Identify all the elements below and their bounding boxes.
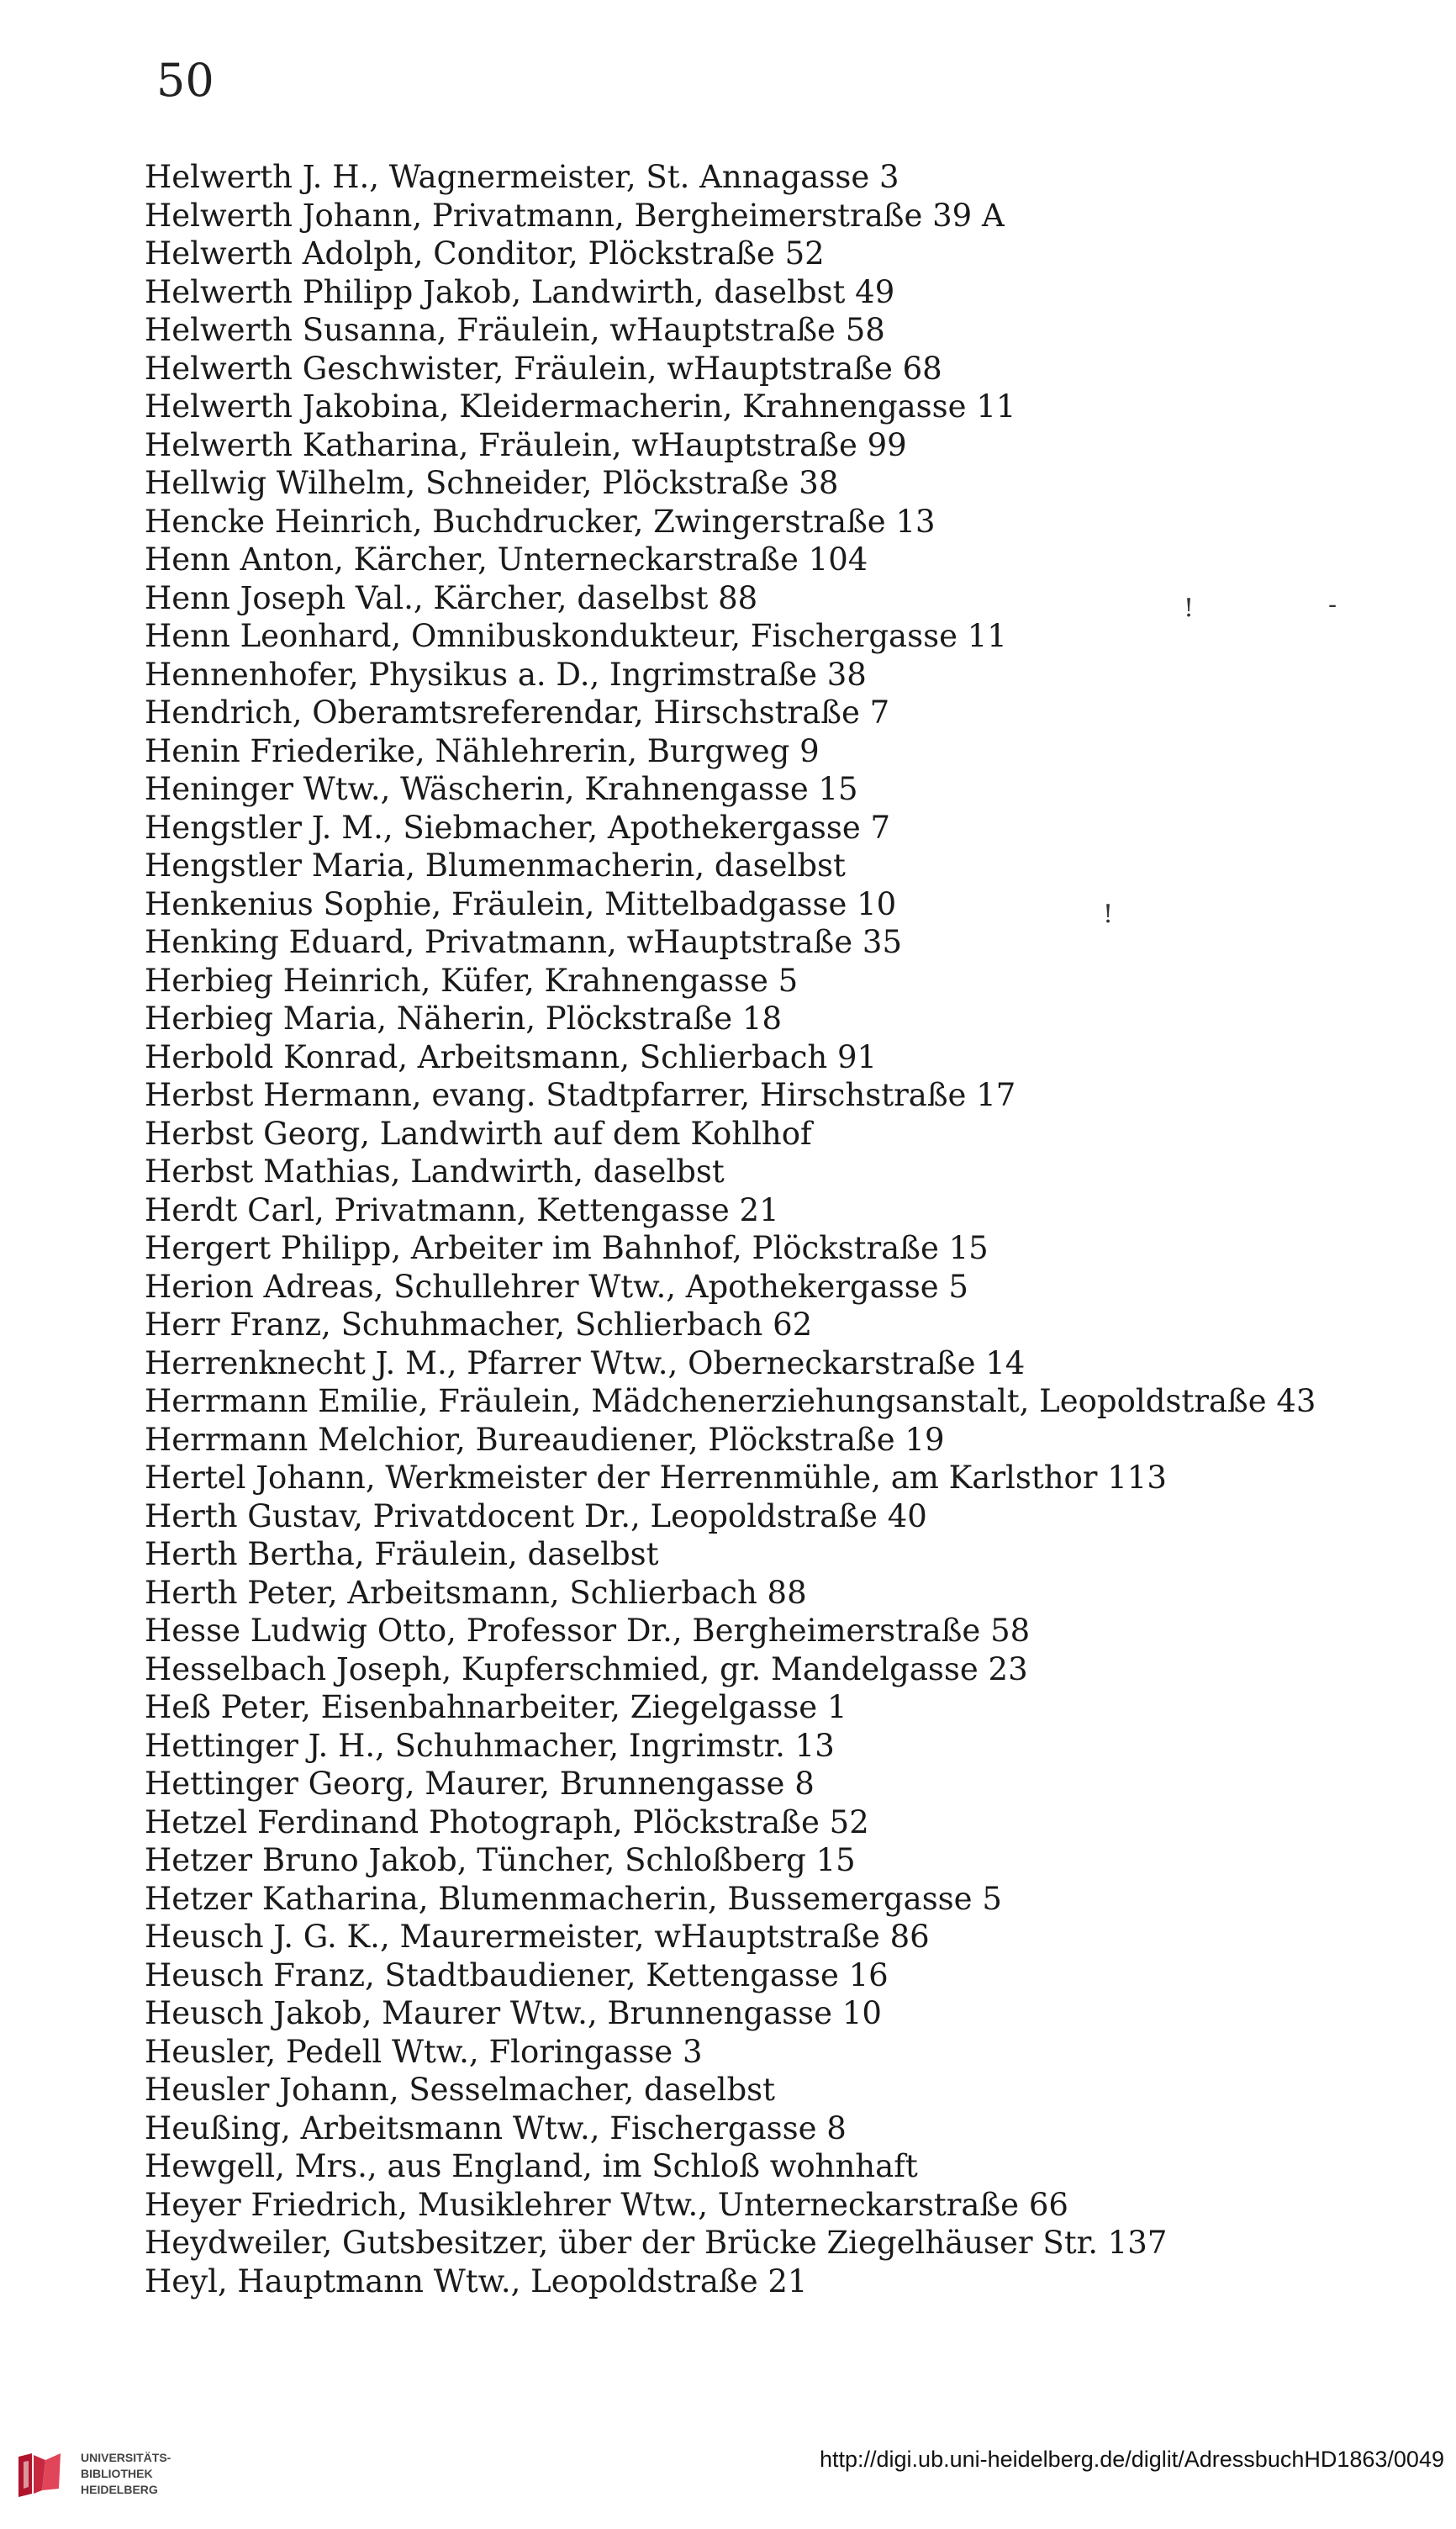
directory-entry: Heyer Friedrich, Musiklehrer Wtw., Unterneckarstraße 66 xyxy=(145,2186,1068,2223)
directory-entry: Heydweiler, Gutsbesitzer, über der Brücke Ziegelhäuser Str. 137 xyxy=(145,2225,1168,2261)
directory-entry: Hennenhofer, Physikus a. D., Ingrimstraße 38 xyxy=(145,656,867,693)
directory-entry: Herbieg Heinrich, Küfer, Krahnengasse 5 xyxy=(145,962,799,999)
directory-entry: Helwerth Susanna, Fräulein, wHauptstraße 58 xyxy=(145,312,885,348)
directory-entry: Herbst Hermann, evang. Stadtpfarrer, Hirschstraße 17 xyxy=(145,1077,1016,1113)
directory-entry: Hengstler J. M., Siebmacher, Apothekergasse 7 xyxy=(145,809,891,846)
directory-entry: Heusch Franz, Stadtbaudiener, Kettengasse 16 xyxy=(145,1956,889,1993)
directory-entry: Heusler, Pedell Wtw., Floringasse 3 xyxy=(145,2033,703,2070)
directory-entry: Helwerth Katharina, Fräulein, wHauptstraße 99 xyxy=(145,426,907,463)
directory-entry: Henn Leonhard, Omnibuskondukteur, Fischergasse 11 xyxy=(145,618,1007,654)
page-number: 50 xyxy=(156,54,214,107)
directory-entry: Herr Franz, Schuhmacher, Schlierbach 62 xyxy=(145,1307,813,1343)
directory-entry: Hetzel Ferdinand Photograph, Plöckstraße 52 xyxy=(145,1803,869,1840)
directory-entry: Herth Bertha, Fräulein, daselbst xyxy=(145,1536,659,1572)
directory-entry: Henking Eduard, Privatmann, wHauptstraße 35 xyxy=(145,924,903,960)
directory-entry: Herbieg Maria, Näherin, Plöckstraße 18 xyxy=(145,1001,782,1037)
directory-entry: Henkenius Sophie, Fräulein, Mittelbadgasse 10 xyxy=(145,885,897,922)
directory-entry: Henin Friederike, Nählehrerin, Burgweg 9 xyxy=(145,732,820,769)
directory-entry: Hetzer Bruno Jakob, Tüncher, Schloßberg 15 xyxy=(145,1842,856,1878)
directory-entry: Herrmann Emilie, Fräulein, Mädchenerziehungsanstalt, Leopoldstraße 43 xyxy=(145,1383,1316,1419)
library-logo xyxy=(12,2438,188,2514)
logo-line: HEIDELBERG xyxy=(81,2483,158,2496)
directory-entry: Helwerth Jakobina, Kleidermacherin, Krahnengasse 11 xyxy=(145,388,1016,425)
logo-line: BIBLIOTHEK xyxy=(81,2467,153,2480)
directory-entry: Herbst Georg, Landwirth auf dem Kohlhof xyxy=(145,1115,812,1152)
directory-entry: Herth Peter, Arbeitsmann, Schlierbach 88 xyxy=(145,1574,807,1611)
directory-entry: Helwerth Geschwister, Fräulein, wHauptstraße 68 xyxy=(145,350,942,387)
directory-entry: Henn Joseph Val., Kärcher, daselbst 88 xyxy=(145,579,758,616)
directory-entry: Heninger Wtw., Wäscherin, Krahnengasse 15 xyxy=(145,771,858,807)
directory-entry: Hencke Heinrich, Buchdrucker, Zwingerstraße 13 xyxy=(145,503,936,540)
directory-entry: Heußing, Arbeitsmann Wtw., Fischergasse 8 xyxy=(145,2109,847,2146)
directory-entry: Hendrich, Oberamtsreferendar, Hirschstraße 7 xyxy=(145,694,890,731)
directory-entry: Hesselbach Joseph, Kupferschmied, gr. Mandelgasse 23 xyxy=(145,1650,1028,1687)
directory-entry: Hettinger Georg, Maurer, Brunnengasse 8 xyxy=(145,1766,815,1802)
directory-entry: Henn Anton, Kärcher, Unterneckarstraße 104 xyxy=(145,541,868,578)
margin-mark: ! xyxy=(1103,900,1114,929)
directory-entry: Hengstler Maria, Blumenmacherin, daselbst xyxy=(145,847,846,884)
directory-entry: Helwerth J. H., Wagnermeister, St. Annagasse 3 xyxy=(145,159,899,195)
directory-entry: Hewgell, Mrs., aus England, im Schloß wohnhaft xyxy=(145,2148,918,2184)
directory-entry: Hergert Philipp, Arbeiter im Bahnhof, Plöckstraße 15 xyxy=(145,1230,989,1266)
directory-entry: Herdt Carl, Privatmann, Kettengasse 21 xyxy=(145,1191,779,1228)
margin-mark: ! xyxy=(1184,594,1195,623)
directory-entry: Hellwig Wilhelm, Schneider, Plöckstraße 38 xyxy=(145,465,839,501)
library-logo-text xyxy=(81,2450,171,2498)
directory-entries xyxy=(145,158,1406,2300)
directory-entry: Helwerth Adolph, Conditor, Plöckstraße 52 xyxy=(145,235,825,272)
directory-entry: Herbold Konrad, Arbeitsmann, Schlierbach 91 xyxy=(145,1038,878,1075)
footer xyxy=(0,2421,1456,2529)
directory-entry: Hetzer Katharina, Blumenmacherin, Bussemergasse 5 xyxy=(145,1880,1002,1917)
directory-entry: Herion Adreas, Schullehrer Wtw., Apothekergasse 5 xyxy=(145,1268,968,1305)
directory-entry: Hesse Ludwig Otto, Professor Dr., Bergheimerstraße 58 xyxy=(145,1613,1031,1649)
library-logo-icon xyxy=(12,2445,71,2504)
directory-entry: Helwerth Johann, Privatmann, Bergheimerstraße 39 A xyxy=(145,197,1005,234)
directory-entry: Heß Peter, Eisenbahnarbeiter, Ziegelgasse 1 xyxy=(145,1689,847,1725)
directory-entry: Herrenknecht J. M., Pfarrer Wtw., Oberneckarstraße 14 xyxy=(145,1344,1026,1381)
directory-entry: Herbst Mathias, Landwirth, daselbst xyxy=(145,1154,725,1190)
directory-entry: Hertel Johann, Werkmeister der Herrenmühle, am Karlsthor 113 xyxy=(145,1460,1167,1496)
directory-entry: Heyl, Hauptmann Wtw., Leopoldstraße 21 xyxy=(145,2262,808,2299)
logo-line: UNIVERSITÄTS- xyxy=(81,2451,171,2464)
margin-mark: - xyxy=(1328,590,1337,620)
directory-entry: Herrmann Melchior, Bureaudiener, Plöckstraße 19 xyxy=(145,1421,945,1458)
directory-entry: Hettinger J. H., Schuhmacher, Ingrimstr. 13 xyxy=(145,1727,835,1764)
source-url[interactable]: http://digi.ub.uni-heidelberg.de/diglit/AdressbuchHD1863/0049 xyxy=(819,2447,1444,2472)
directory-entry: Helwerth Philipp Jakob, Landwirth, daselbst 49 xyxy=(145,273,895,310)
directory-entry: Heusch J. G. K., Maurermeister, wHauptstraße 86 xyxy=(145,1919,930,1955)
directory-entry: Heusch Jakob, Maurer Wtw., Brunnengasse 10 xyxy=(145,1995,882,2031)
directory-entry: Heusler Johann, Sesselmacher, daselbst xyxy=(145,2072,776,2108)
directory-entry: Herth Gustav, Privatdocent Dr., Leopoldstraße 40 xyxy=(145,1497,927,1534)
